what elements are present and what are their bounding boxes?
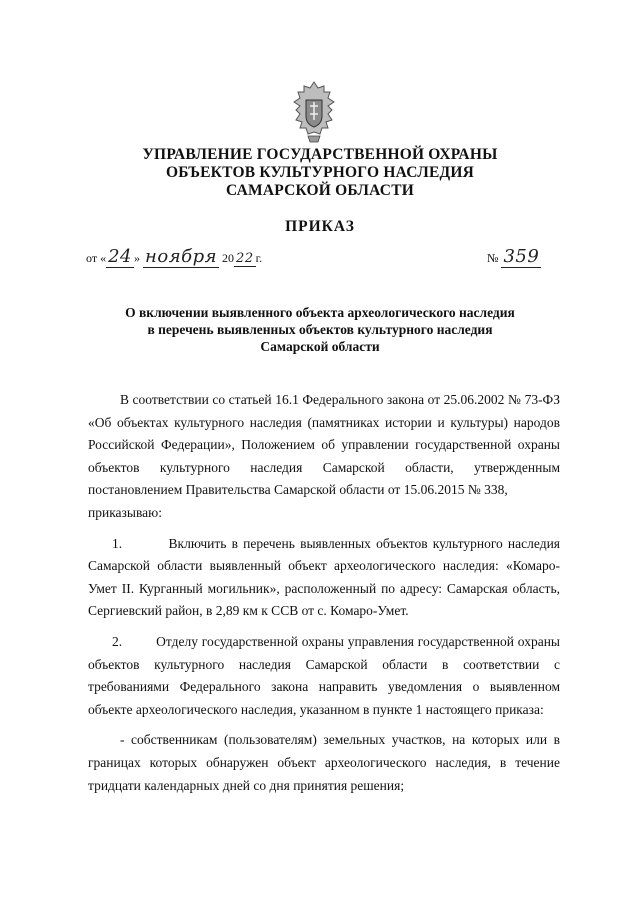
agency-line-3: САМАРСКОЙ ОБЛАСТИ [225, 182, 414, 199]
item-2-paragraph: 2. Отделу государственной охраны управления государственной охраны объектов культурного наследия Самарской области в соответствии с требованиями Федерального закона направить уведомления о выявленном объекте археологического наследия, указанном в пункте 1 настоящего приказа: [88, 633, 560, 717]
title-line-2: в перечень выявленных объектов культурного наследия [147, 322, 493, 337]
number-value: 359 [503, 246, 540, 267]
issuing-authority [0, 146, 640, 200]
preamble-paragraph: В соответствии со статьей 16.1 Федерального закона от 25.06.2002 № 73-ФЗ «Об объектах культурного наследия (памятниках истории и культуры) народов Российской Федерации», Положением об управлении государственной охраны объектов культурного наследия Самарской области, утвержденным постановлением Правительства Самарской области от 15.06.2015 № 338, [88, 392, 560, 498]
date-month: ноября [145, 246, 218, 267]
date-suffix: г. [255, 251, 263, 265]
item-1-paragraph: 1. Включить в перечень выявленных объектов культурного наследия Самарской области выявленный объект археологического наследия: «Комаро-Умет II. Курганный могильник», расположенный по адресу: Самарская область, Сергиевский район, в 2,89 км к ССВ от с. Комаро-Умет. [88, 535, 560, 619]
number-prefix: № [487, 251, 499, 265]
date-year-suffix: 22 [236, 251, 254, 266]
order-word: приказываю: [88, 504, 162, 520]
order-date [86, 246, 262, 268]
date-mid: » [134, 251, 140, 265]
title-line-1: О включении выявленного объекта археологического наследия [125, 305, 515, 320]
samara-region-coat-of-arms-icon [288, 80, 340, 144]
document-type: ПРИКАЗ [285, 218, 355, 235]
order-title [80, 304, 560, 355]
date-year-prefix: 20 [222, 251, 235, 265]
title-line-3: Самарской области [260, 339, 380, 354]
dash-1-paragraph: - собственникам (пользователям) земельных участков, на которых или в границах которых обнаружен объект археологического наследия, в течение тридцати календарных дней со дня принятия решения; [88, 732, 560, 793]
agency-line-2: ОБЪЕКТОВ КУЛЬТУРНОГО НАСЛЕДИЯ [165, 164, 475, 181]
date-prefix: от « [86, 251, 107, 265]
date-day: 24 [108, 246, 132, 267]
order-body [88, 389, 560, 797]
agency-line-1: УПРАВЛЕНИЕ ГОСУДАРСТВЕННОЙ ОХРАНЫ [142, 146, 498, 163]
order-number [487, 246, 541, 267]
